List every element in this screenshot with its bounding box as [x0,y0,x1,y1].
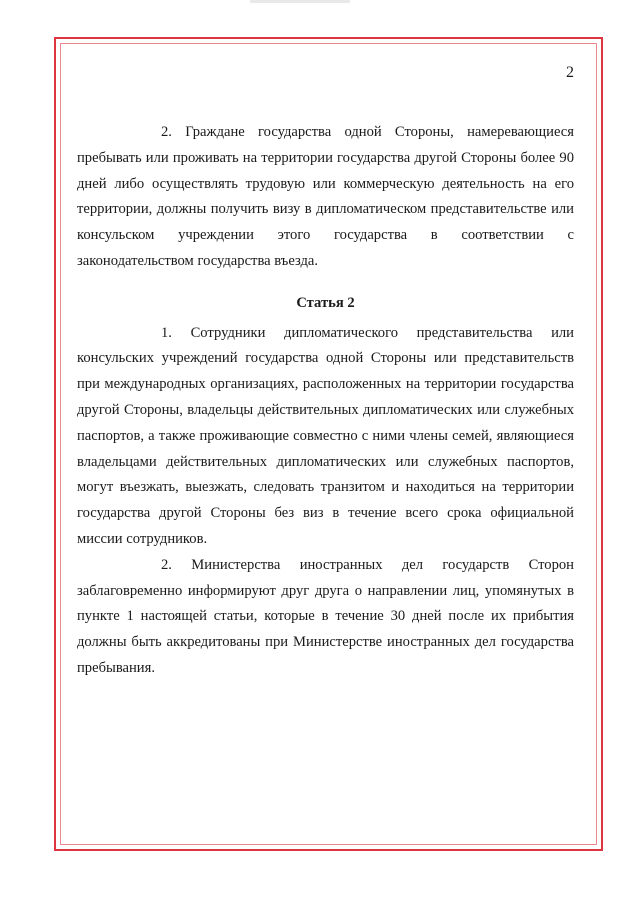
document-body [77,120,574,682]
paragraph-number: 2. [161,124,172,140]
page-number: 2 [566,64,574,81]
article-2-heading: Статья 2 [296,294,355,311]
article2-paragraph-1 [77,321,574,553]
paragraph-number: 2. [161,556,172,573]
article1-paragraph-2 [77,120,574,275]
paragraph-text: Сотрудники дипломатического представительства или консульских учреждений государства одной Стороны или представительств при международных организациях, расположенных на территории государства другой Стороны, владельцы действительных дипломатических или служебных паспортов, а также проживающие совместно с ними члены семей, являющиеся владельцами действительных дипломатических или служебных паспортов, могут въезжать, выезжать, следовать транзитом и находиться на территории государства другой Стороны без виз в течение всего срока официальной миссии сотрудников. [77,324,574,547]
paragraph-text: Граждане государства одной Стороны, намеревающиеся пребывать или проживать на территории государства другой Стороны более 90 дней либо осуществлять трудовую или коммерческую деятельность на его территории, должны получить визу в дипломатическом представительстве или консульском учреждении этого государства в соответствии с законодательством государства въезда. [77,124,574,269]
scan-mark [250,0,350,3]
paragraph-text: Министерства иностранных дел государств Сторон заблаговременно информируют друг друга о направлении лиц, упомянутых в пункте 1 настоящей статьи, которые в течение 30 дней после их прибытия должны быть аккредитованы при Министерстве иностранных дел государства пребывания. [77,556,574,676]
paragraph-number: 1. [161,324,172,341]
article2-paragraph-2 [77,553,574,682]
